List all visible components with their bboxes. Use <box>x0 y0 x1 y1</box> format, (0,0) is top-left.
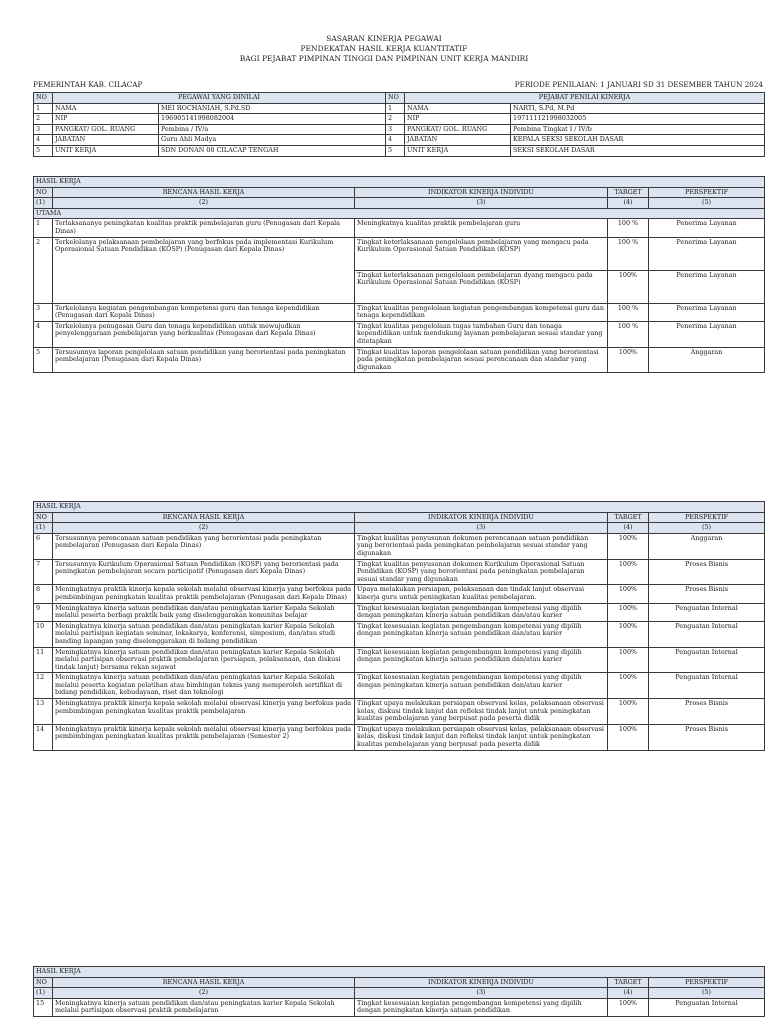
table-row <box>34 559 765 585</box>
perspektif-cell: Penerima Layanan <box>649 270 765 303</box>
col-indikator: INDIKATOR KINERJA INDIVIDU <box>355 977 608 988</box>
field-label: JABATAN <box>53 135 159 146</box>
col-num-2: (2) <box>53 988 355 999</box>
period-label: PERIODE PENILAIAN: 1 JANUARI SD 31 DESEMBER TAHUN 2024 <box>514 80 763 89</box>
section-title: HASIL KERJA <box>34 177 765 188</box>
row-no: 4 <box>386 135 405 146</box>
perspektif-cell: Anggaran <box>649 347 765 373</box>
row-no: 9 <box>34 603 53 621</box>
row-no: 10 <box>34 621 53 647</box>
perspektif-cell: Proses Bisnis <box>649 585 765 603</box>
indikator-cell: Tingkat kualitas penyusunan dokumen perencanaan satuan pendidikan yang berorientasi pada peningkatan pembelajaran sesuai standar yang digunakan <box>355 533 608 559</box>
row-no: 12 <box>34 673 53 699</box>
col-num-5: (5) <box>649 988 765 999</box>
perspektif-cell: Penguatan Internal <box>649 603 765 621</box>
perspektif-cell: Penerima Layanan <box>649 237 765 270</box>
identity-row <box>34 135 765 146</box>
field-value: Guru Ahli Madya <box>159 135 386 146</box>
rencana-cell: Meningkatnya kinerja satuan pendidikan dan/atau peningkatan karier Kepala Sekolah melalui partisipan kegiatan seminar, lokakarya, konferensi, simposium, dan/atau studi banding lapangan yang diselenggarakan di bidang pendidikan <box>53 621 355 647</box>
col-num-1: (1) <box>34 523 53 534</box>
target-cell: 100% <box>608 647 649 673</box>
indikator-cell: Tingkat upaya melakukan persiapan observasi kelas, pelaksanaan observasi kelas, diskusi tindak lanjut dan refleksi tindak lanjut untuk peningkatan kualitas pembelajaran yang berpusat pada peserta didik <box>355 699 608 725</box>
table-row <box>34 533 765 559</box>
col-rencana: RENCANA HASIL KERJA <box>53 512 355 523</box>
row-no: 5 <box>34 347 53 373</box>
rencana-cell: Meningkatnya kinerja satuan pendidikan dan/atau peningkatan karier Kepala Sekolah melalui peserta berbagi praktik baik yang diselenggarakan komunitas belajar <box>53 603 355 621</box>
row-no: 1 <box>34 219 53 237</box>
indikator-cell: Tingkat kesesuaian kegiatan pengembangan kompetensi yang dipilih dengan peningkatan kinerja satuan pendidikan dan/atau karier <box>355 673 608 699</box>
field-value: 197111121998032005 <box>511 114 765 125</box>
rencana-cell: Meningkatnya kinerja satuan pendidikan dan/atau peningkatan karier Kepala Sekolah melalui partisipan observasi praktik pembelajaran (persiapan, pelaksanaan, dan diskusi tindak lanjut) bersama rekan sejawat <box>53 647 355 673</box>
hasil-kerja-table-1 <box>33 176 765 373</box>
field-value: SDN DONAN 08 CILACAP TENGAH <box>159 145 386 156</box>
doc-title-line3: BAGI PEJABAT PIMPINAN TINGGI DAN PIMPINAN UNIT KERJA MANDIRI <box>239 54 529 63</box>
table-row <box>34 321 765 347</box>
indikator-cell: Meningkatnya kualitas praktik pembelajaran guru <box>355 219 608 237</box>
row-no: 5 <box>34 145 53 156</box>
indikator-cell: Tingkat kualitas pengelolaan tugas tambahan Guru dan tenaga kependidikan untuk mendukung layanan pembelajaran sesuai standar yang ditetapkan <box>355 321 608 347</box>
target-cell: 100% <box>608 533 649 559</box>
row-no: 1 <box>34 103 53 114</box>
indikator-cell: Upaya melakukan persiapan, pelaksanaan dan tindak lanjut observasi kinerja guru untuk peningkatan kualitas pembelajaran. <box>355 585 608 603</box>
row-no: 2 <box>34 114 53 125</box>
col-no: NO <box>34 977 53 988</box>
target-cell: 100% <box>608 673 649 699</box>
col-num-1: (1) <box>34 988 53 999</box>
identity-row <box>34 124 765 135</box>
hasil-kerja-table-3 <box>33 966 765 1017</box>
pegawai-header-row <box>34 93 765 104</box>
field-label: PANGKAT/ GOL. RUANG <box>53 124 159 135</box>
col-no: NO <box>386 93 405 104</box>
doc-title-line1: SASARAN KINERJA PEGAWAI <box>326 34 442 43</box>
col-num-3: (3) <box>355 198 608 209</box>
row-no: 7 <box>34 559 53 585</box>
field-label: UNIT KERJA <box>53 145 159 156</box>
perspektif-cell: Penguatan Internal <box>649 673 765 699</box>
rencana-cell: Meningkatnya praktik kinerja kepala sekolah melalui observasi kinerja yang berfokus pada pembimbingan peningkatan kualitas praktik pembelajaran (Semester 2) <box>53 724 355 750</box>
field-label: PANGKAT/ GOL. RUANG <box>405 124 511 135</box>
pegawai-title: PEGAWAI YANG DINILAI <box>53 93 386 104</box>
indikator-cell: Tingkat kualitas pengelolaan kegiatan pengembangan kompetensi guru dan tenaga kependidikan <box>355 303 608 321</box>
indikator-cell: Tingkat kualitas laporan pengelolaan satuan pendidikan yang berorientasi pada peningkatan pembelajaran sesuai perencanaan dan standar yang digunakan <box>355 347 608 373</box>
row-no: 13 <box>34 699 53 725</box>
table-row <box>34 347 765 373</box>
table-row <box>34 699 765 725</box>
perspektif-cell: Penerima Layanan <box>649 303 765 321</box>
rencana-cell: Meningkatnya kinerja satuan pendidikan dan/atau peningkatan karier Kepala Sekolah melalui peserta kegiatan pelatihan atau bimbingan teknis yang memperoleh sertifikat di bidang pendidikan, kebudayaan, riset dan teknologi <box>53 673 355 699</box>
field-value: Pembina Tingkat I / IV/b <box>511 124 765 135</box>
field-label: NAMA <box>53 103 159 114</box>
col-num-4: (4) <box>608 198 649 209</box>
target-cell: 100% <box>608 585 649 603</box>
col-perspektif: PERSPEKTIF <box>649 187 765 198</box>
indikator-cell: Tingkat upaya melakukan persiapan observasi kelas, pelaksanaan observasi kelas, diskusi tindak lanjut dan refleksi tindak lanjut untuk peningkatan kualitas pembelajaran yang berpusat pada peserta didik <box>355 724 608 750</box>
field-label: JABATAN <box>405 135 511 146</box>
col-num-4: (4) <box>608 523 649 534</box>
row-no: 15 <box>34 998 53 1016</box>
indikator-cell: Tingkat kualitas penyusunan dokumen Kurikulum Operasional Satuan Pendidikan (KOSP) yang berorientasi pada peningkatan pembelajaran sesuai standar yang digunakan <box>355 559 608 585</box>
field-value: MEI ROCHANIAH, S.Pd.SD <box>159 103 386 114</box>
field-value: Pembina / IV/a <box>159 124 386 135</box>
target-cell: 100 % <box>608 219 649 237</box>
subsection-utama: UTAMA <box>34 208 765 219</box>
target-cell: 100% <box>608 603 649 621</box>
col-num-2: (2) <box>53 198 355 209</box>
perspektif-cell: Penguatan Internal <box>649 621 765 647</box>
field-value: 196905141998082004 <box>159 114 386 125</box>
col-target: TARGET <box>608 187 649 198</box>
identity-row <box>34 145 765 156</box>
rencana-cell: Tersusunnya Kurikulum Operasional Satuan Pendidikan (KOSP) yang berorientasi pada peningkatan pembelajaran secara participatif (Penugasan dari Kepala Dinas) <box>53 559 355 585</box>
rencana-cell: Tersusunnya laporan pengelolaan satuan pendidikan yang berorientasi pada peningkatan pembelajaran (Penugasan dari Kepala Dinas) <box>53 347 355 373</box>
skp-table-page1 <box>33 92 765 157</box>
rencana-cell: Meningkatnya kinerja satuan pendidikan dan/atau peningkatan karier Kepala Sekolah melalui partisipan observasi praktik pembelajaran <box>53 998 355 1016</box>
col-num-3: (3) <box>355 988 608 999</box>
col-num-5: (5) <box>649 198 765 209</box>
indikator-cell: Tingkat kesesuaian kegiatan pengembangan kompetensi yang dipilih dengan peningkatan kinerja satuan pendidikan dan/atau karier <box>355 603 608 621</box>
row-no: 5 <box>386 145 405 156</box>
table-row <box>34 724 765 750</box>
col-rencana: RENCANA HASIL KERJA <box>53 187 355 198</box>
perspektif-cell: Penerima Layanan <box>649 219 765 237</box>
indikator-cell: Tingkat keterlaksanaan pengelolaan pembelajaran yang mengacu pada Kurikulum Operasional Satuan Pendidikan (KOSP) <box>355 237 608 270</box>
table-row <box>34 219 765 237</box>
col-indikator: INDIKATOR KINERJA INDIVIDU <box>355 512 608 523</box>
row-no: 4 <box>34 321 53 347</box>
table-row <box>34 673 765 699</box>
field-label: UNIT KERJA <box>405 145 511 156</box>
table-row <box>34 585 765 603</box>
indikator-cell: Tingkat keterlaksanaan pengelolaan pembelajaran dyang mengacu pada Kurikulum Operasional Satuan Pendidikan (KOSP) <box>355 270 608 303</box>
target-cell: 100% <box>608 270 649 303</box>
indikator-cell: Tingkat kesesuaian kegiatan pengembangan kompetensi yang dipilih dengan peningkatan kinerja satuan pendidikan dan/atau karier <box>355 647 608 673</box>
row-no: 1 <box>386 103 405 114</box>
identity-row <box>34 103 765 114</box>
row-no: 11 <box>34 647 53 673</box>
indikator-cell: Tingkat kesesuaian kegiatan pengembangan kompetensi yang dipilih dengan peningkatan kinerja satuan pendidikan <box>355 998 608 1016</box>
table-row <box>34 647 765 673</box>
field-value: NARTI, S.Pd, M.Pd <box>511 103 765 114</box>
table-row <box>34 237 765 270</box>
col-no: NO <box>34 187 53 198</box>
indikator-cell: Tingkat kesesuaian kegiatan pengembangan kompetensi yang dipilih dengan peningkatan kinerja satuan pendidikan dan/atau karier <box>355 621 608 647</box>
target-cell: 100 % <box>608 237 649 270</box>
rencana-cell: Terlaksananya peningkatan kualitas praktik pembelajaran guru (Penugasan dari Kepala Dinas) <box>53 219 355 237</box>
col-target: TARGET <box>608 512 649 523</box>
row-no: 4 <box>34 135 53 146</box>
target-cell: 100% <box>608 621 649 647</box>
row-no: 14 <box>34 724 53 750</box>
col-no: NO <box>34 512 53 523</box>
table-row <box>34 621 765 647</box>
perspektif-cell: Proses Bisnis <box>649 699 765 725</box>
col-target: TARGET <box>608 977 649 988</box>
rencana-cell: Tersusunnya perencanaan satuan pendidikan yang berorientasi pada peningkatan pembelajaran (Penugasan dari Kepala Dinas) <box>53 533 355 559</box>
table-row <box>34 303 765 321</box>
row-no: 2 <box>386 114 405 125</box>
row-no: 6 <box>34 533 53 559</box>
target-cell: 100% <box>608 699 649 725</box>
row-no: 8 <box>34 585 53 603</box>
row-no: 3 <box>34 303 53 321</box>
perspektif-cell: Proses Bisnis <box>649 724 765 750</box>
col-num-4: (4) <box>608 988 649 999</box>
col-num-3: (3) <box>355 523 608 534</box>
target-cell: 100 % <box>608 321 649 347</box>
rencana-cell: Terkelolanya penugasan Guru dan tenaga kependidikan untuk mewujudkan penyelenggaraan pembelajaran yang berkualitas (Penugasan dari Kepala Dinas) <box>53 321 355 347</box>
col-no: NO <box>34 93 53 104</box>
perspektif-cell: Penguatan Internal <box>649 998 765 1016</box>
perspektif-cell: Penerima Layanan <box>649 321 765 347</box>
org-name: PEMERINTAH KAB. CILACAP <box>33 80 143 89</box>
col-num-2: (2) <box>53 523 355 534</box>
field-label: NIP <box>405 114 511 125</box>
target-cell: 100% <box>608 559 649 585</box>
col-num-5: (5) <box>649 523 765 534</box>
section-title: HASIL KERJA <box>34 502 765 513</box>
rencana-cell: Terkelolanya pelaksanaan pembelajaran yang berfokus pada implementasi Kurikulum Operasional Satuan Pendidikan (KOSP) (Penugasan dari Kepala Dinas) <box>53 237 355 303</box>
field-value: SEKSI SEKOLAH DASAR <box>511 145 765 156</box>
row-no: 2 <box>34 237 53 303</box>
col-perspektif: PERSPEKTIF <box>649 977 765 988</box>
penilai-title: PEJABAT PENILAI KINERJA <box>405 93 765 104</box>
field-label: NIP <box>53 114 159 125</box>
perspektif-cell: Proses Bisnis <box>649 559 765 585</box>
field-value: KEPALA SEKSI SEKOLAH DASAR <box>511 135 765 146</box>
col-perspektif: PERSPEKTIF <box>649 512 765 523</box>
target-cell: 100% <box>608 347 649 373</box>
target-cell: 100% <box>608 998 649 1016</box>
hasil-kerja-table-2 <box>33 501 765 751</box>
identity-row <box>34 114 765 125</box>
perspektif-cell: Anggaran <box>649 533 765 559</box>
row-no: 3 <box>386 124 405 135</box>
perspektif-cell: Penguatan Internal <box>649 647 765 673</box>
table-row <box>34 603 765 621</box>
col-num-1: (1) <box>34 198 53 209</box>
rencana-cell: Terkelolanya kegiatan pengembangan kompetensi guru dan tenaga kependidikan (Penugasan dari Kepala Dinas) <box>53 303 355 321</box>
rencana-cell: Meningkatnya praktik kinerja kepala sekolah melalui observasi kinerja yang berfokus pada pembimbingan peningkatan kualitas praktik pembelajaran (Penugasan dari Kepala Dinas) <box>53 585 355 603</box>
field-label: NAMA <box>405 103 511 114</box>
col-indikator: INDIKATOR KINERJA INDIVIDU <box>355 187 608 198</box>
table-row <box>34 998 765 1016</box>
target-cell: 100% <box>608 724 649 750</box>
row-no: 3 <box>34 124 53 135</box>
section-title: HASIL KERJA <box>34 967 765 978</box>
target-cell: 100 % <box>608 303 649 321</box>
doc-title-line2: PENDEKATAN HASIL KERJA KUANTITATIF <box>300 44 468 53</box>
rencana-cell: Meningkatnya praktik kinerja kepala sekolah melalui observasi kinerja yang berfokus pada pembimbingan peningkatan kualitas praktik pembelajaran <box>53 699 355 725</box>
col-rencana: RENCANA HASIL KERJA <box>53 977 355 988</box>
